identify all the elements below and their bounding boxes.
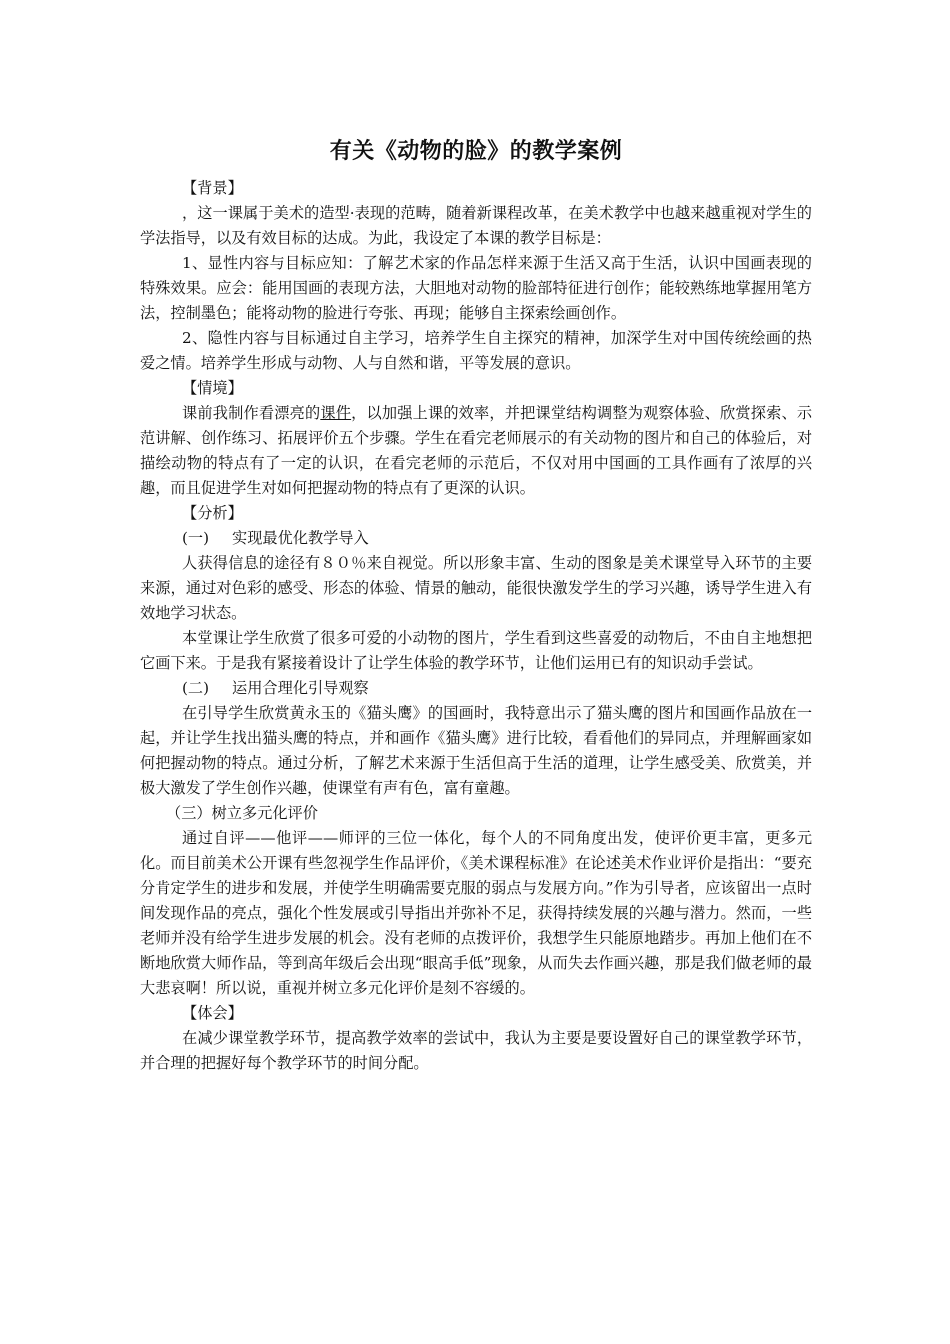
background-paragraph-1: ，这一课属于美术的造型·表现的范畴，随着新课程改革，在美术教学中也越来越重视对学生的学法指导，以及有效目标的达成。为此，我设定了本课的教学目标是： <box>140 204 812 247</box>
subsection-number-1: (一) <box>182 529 210 547</box>
courseware-link[interactable]: 课件 <box>320 404 352 422</box>
subsection-heading-2 <box>140 676 812 701</box>
section-reflection <box>140 1001 812 1076</box>
section-analysis <box>140 501 812 1001</box>
section-heading-background: 【背景】 <box>182 179 243 197</box>
section-heading-situation: 【情境】 <box>182 379 243 397</box>
reflection-paragraph-1: 在减少课堂教学环节，提高教学效率的尝试中，我认为主要是要设置好自己的课堂教学环节，并合理的把握好每个教学环节的时间分配。 <box>140 1029 812 1072</box>
subsection-title-1: 实现最优化教学导入 <box>232 529 369 547</box>
subsection-heading-1 <box>140 526 812 551</box>
document-page <box>140 132 812 1076</box>
situation-paragraph-1 <box>140 401 812 501</box>
situation-text-before-link: 课前我制作看漂亮的 <box>182 404 321 422</box>
section-background <box>140 176 812 376</box>
section-situation <box>140 376 812 501</box>
situation-text-after-link: ，以加强上课的效率，并把课堂结构调整为观察体验、欣赏探索、示范讲解、创作练习、拓展评价五个步骤。学生在看完老师展示的有关动物的图片和自己的体验后，对描绘动物的特点有了一定的认识，在看完老师的示范后，不仅对用中国画的工具作画有了浓厚的兴趣，而且促进学生对如何把握动物的特点有了更深的认识。 <box>140 404 813 497</box>
subsection-number-2: (二) <box>182 679 210 697</box>
analysis-1-paragraph-2: 本堂课让学生欣赏了很多可爱的小动物的图片，学生看到这些喜爱的动物后，不由自主地想把它画下来。于是我有紧接着设计了让学生体验的教学环节，让他们运用已有的知识动手尝试。 <box>140 629 812 672</box>
subsection-title-2: 运用合理化引导观察 <box>232 679 369 697</box>
section-heading-reflection: 【体会】 <box>182 1004 243 1022</box>
section-heading-analysis: 【分析】 <box>182 504 243 522</box>
document-title: 有关《动物的脸》的教学案例 <box>329 139 623 164</box>
analysis-1-paragraph-1: 人获得信息的途径有８０％来自视觉。所以形象丰富、生动的图象是美术课堂导入环节的主要来源，通过对色彩的感受、形态的体验、情景的触动，能很快激发学生的学习兴趣，诱导学生进入有效地学习状态。 <box>140 554 812 622</box>
subsection-heading-3: （三）树立多元化评价 <box>166 804 318 822</box>
analysis-2-paragraph-1: 在引导学生欣赏黄永玉的《猫头鹰》的国画时，我特意出示了猫头鹰的图片和国画作品放在一起，并让学生找出猫头鹰的特点，并和画作《猫头鹰》进行比较，看看他们的异同点，并理解画家如何把握动物的特点。通过分析，了解艺术来源于生活但高于生活的道理，让学生感受美、欣赏美，并极大激发了学生创作兴趣，使课堂有声有色，富有童趣。 <box>140 704 812 797</box>
analysis-3-paragraph-1: 通过自评——他评——师评的三位一体化，每个人的不同角度出发，使评价更丰富，更多元化。而目前美术公开课有些忽视学生作品评价，《美术课程标准》在论述美术作业评价是指出：“要充分肯定学生的进步和发展，并使学生明确需要克服的弱点与发展方向。”作为引导者，应该留出一点时间发现作品的亮点，强化个性发展或引导指出并弥补不足，获得持续发展的兴趣与潜力。然而，一些老师并没有给学生进步发展的机会。没有老师的点拨评价，我想学生只能原地踏步。再加上他们在不断地欣赏大师作品，等到高年级后会出现“眼高手低”现象，从而失去作画兴趣，那是我们做老师的最大悲哀啊！所以说，重视并树立多元化评价是刻不容缓的。 <box>140 829 812 997</box>
background-paragraph-3: 2、隐性内容与目标通过自主学习，培养学生自主探究的精神，加深学生对中国传统绘画的热爱之情。培养学生形成与动物、人与自然和谐，平等发展的意识。 <box>140 329 812 372</box>
background-paragraph-2: 1、显性内容与目标应知：了解艺术家的作品怎样来源于生活又高于生活，认识中国画表现的特殊效果。应会：能用国画的表现方法，大胆地对动物的脸部特征进行创作；能较熟练地掌握用笔方法，控制墨色；能将动物的脸进行夸张、再现；能够自主探索绘画创作。 <box>140 254 812 322</box>
